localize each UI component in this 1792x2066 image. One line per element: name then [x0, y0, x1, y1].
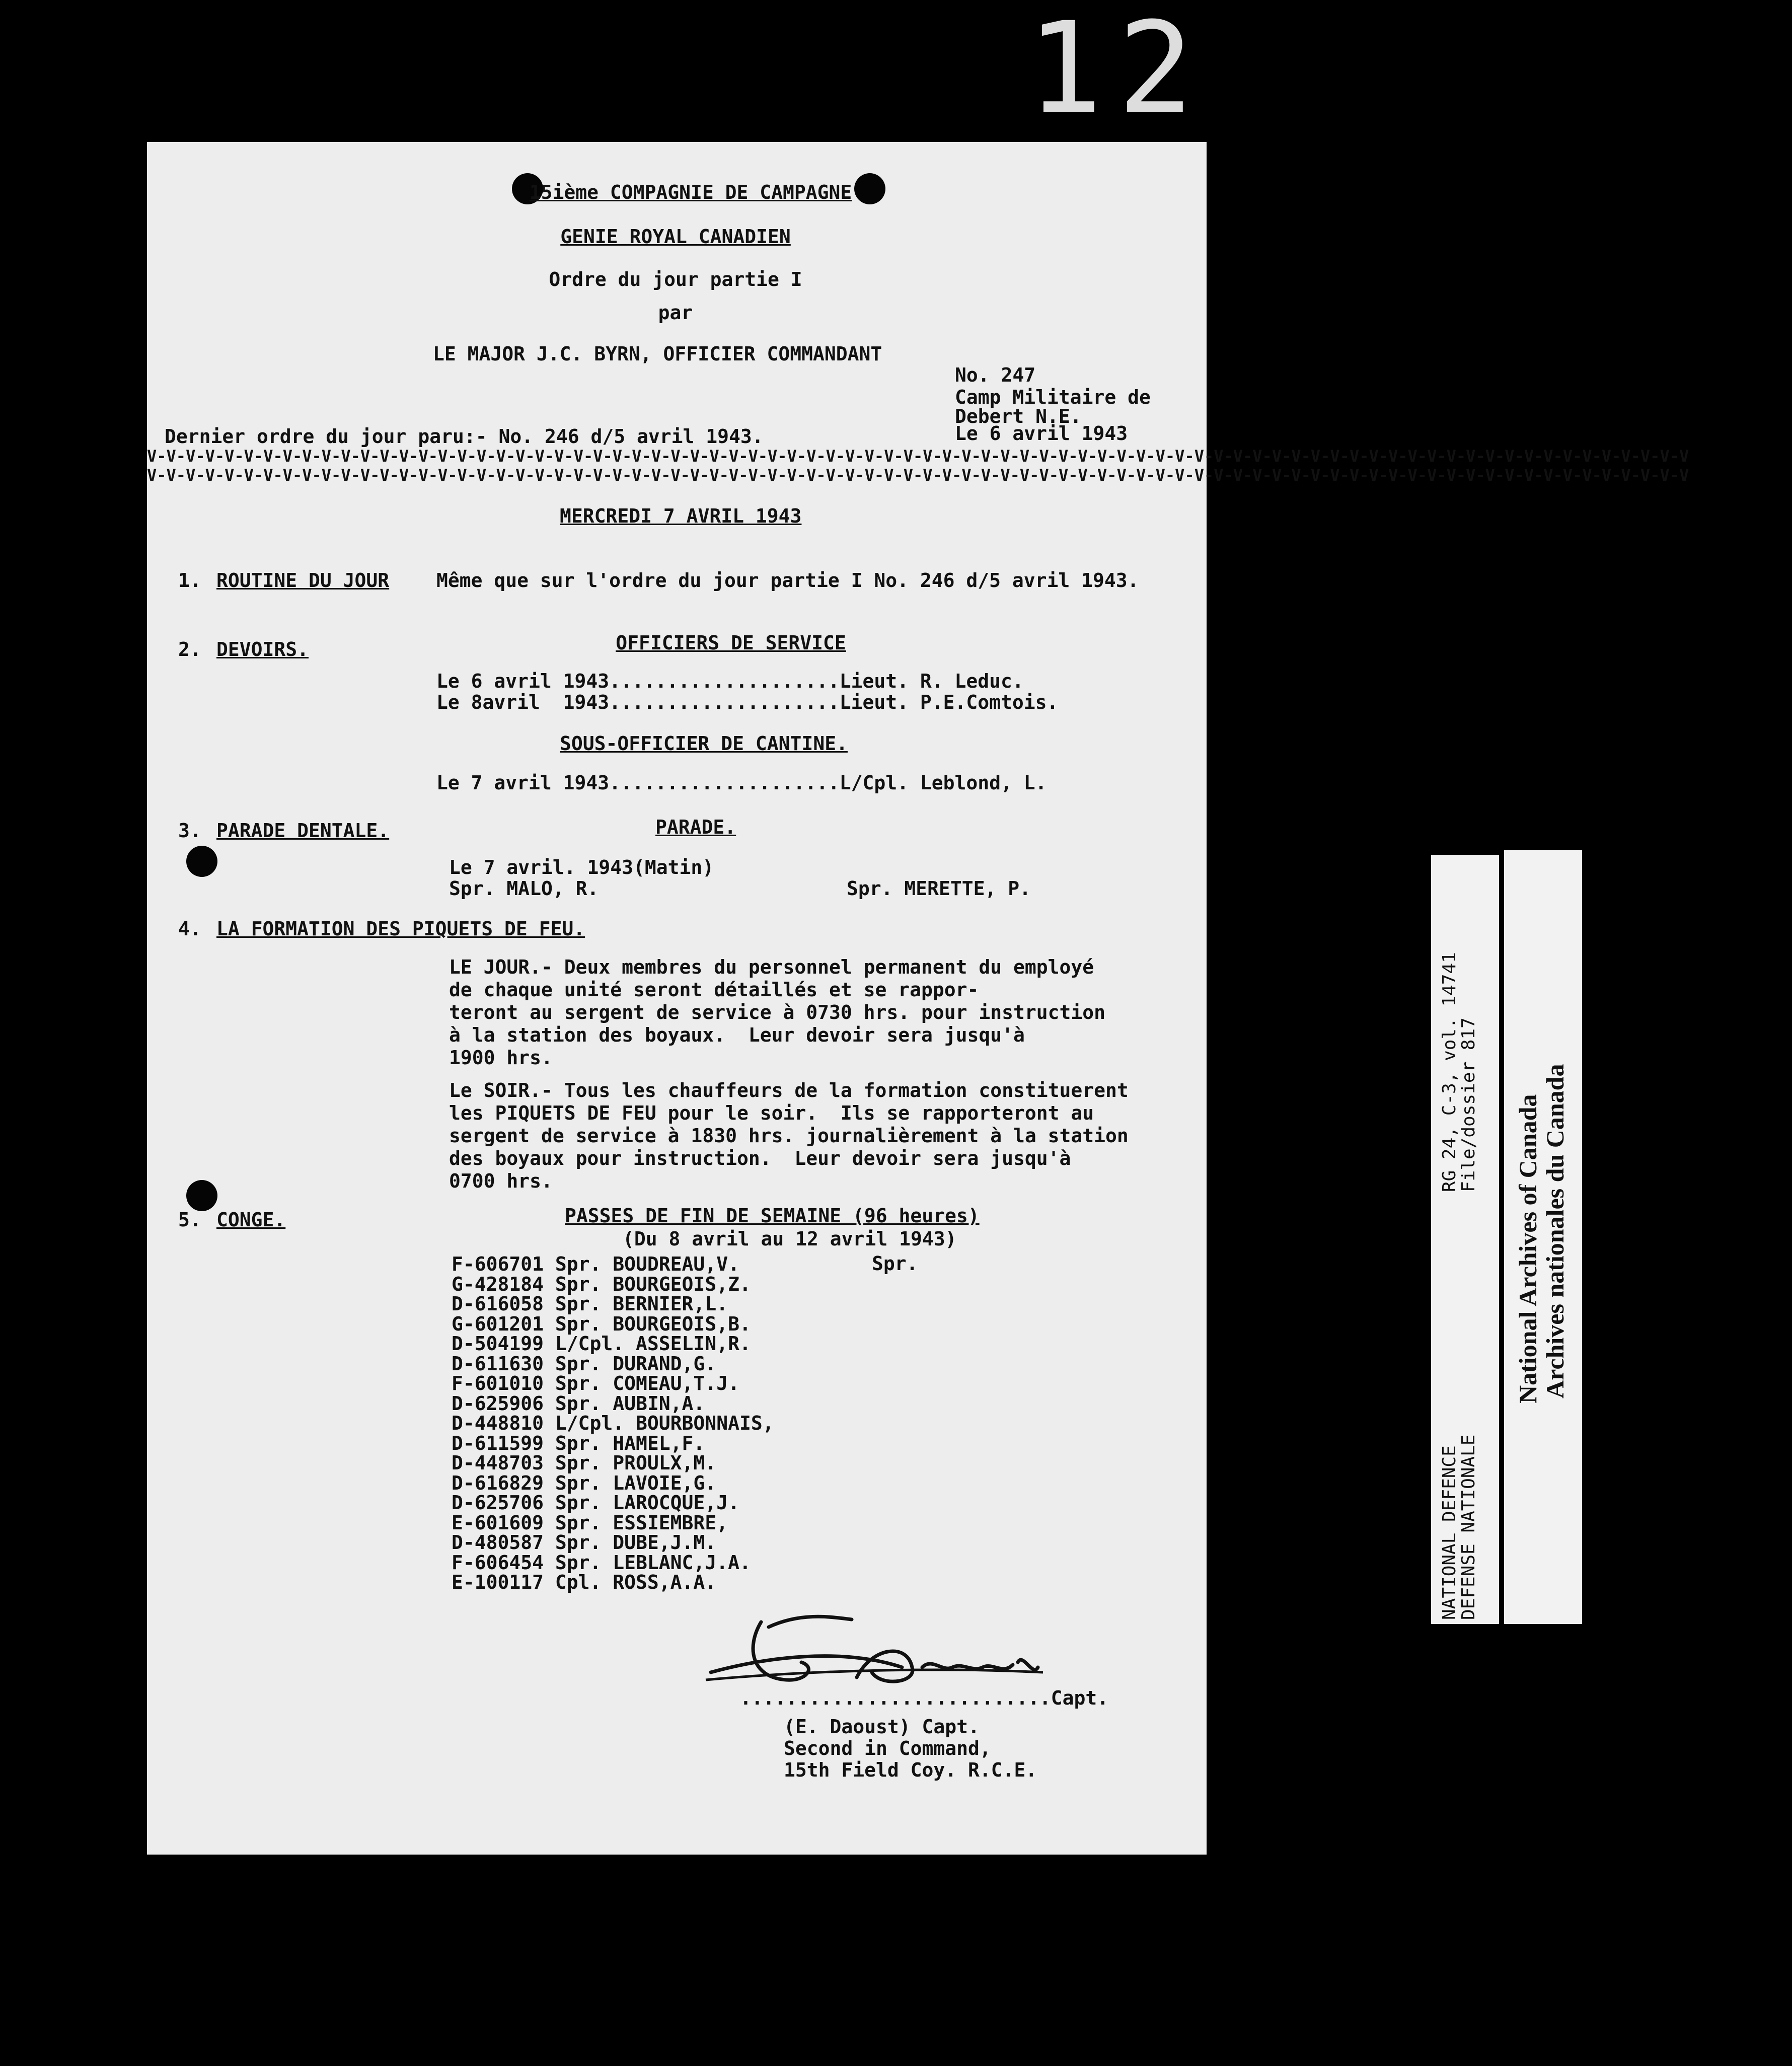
stamp-text: National Archives of Canada — [1514, 1094, 1542, 1404]
punch-hole — [186, 1180, 217, 1211]
parade-title: PARADE. — [655, 816, 736, 838]
jour-paragraph: LE JOUR.- Deux membres du personnel permanent du employé de chaque unité seront détaillés et se rappor- teront au sergent de service à 0730 hrs. pour instruction à la station des boyaux. Leur devoir sera jusqu'à 1900 hrs. — [449, 956, 1106, 1069]
item-number: 4. — [178, 918, 201, 940]
signer-unit: 15th Field Coy. R.C.E. — [784, 1759, 1037, 1781]
pass-entry: D-448703 Spr. PROULX,M. — [452, 1452, 717, 1474]
feu-label: LA FORMATION DES PIQUETS DE FEU. — [216, 918, 585, 940]
pass-entry: D-611599 Spr. HAMEL,F. — [452, 1432, 705, 1454]
archive-stamp-left — [1431, 855, 1499, 1624]
signer-name: (E. Daoust) Capt. — [784, 1716, 980, 1738]
devoirs-label: DEVOIRS. — [216, 638, 309, 660]
pass-entry: D-480587 Spr. DUBE,J.M. — [452, 1531, 717, 1554]
item-number: 5. — [178, 1209, 201, 1231]
pass-entry: G-601201 Spr. BOURGEOIS,B. — [452, 1312, 751, 1335]
officer-entry: Le 6 avril 1943....................Lieut. R. Leduc. — [436, 670, 1024, 692]
pass-entry: D-625706 Spr. LAROCQUE,J. — [452, 1492, 739, 1514]
officiers-title: OFFICIERS DE SERVICE — [616, 632, 846, 654]
routine-text: Même que sur l'ordre du jour partie I No. 246 d/5 avril 1943. — [436, 569, 1139, 592]
commander-line: LE MAJOR J.C. BYRN, OFFICIER COMMANDANT — [433, 343, 882, 365]
separator-line: V-V-V-V-V-V-V-V-V-V-V-V-V-V-V-V-V-V-V-V-V-V-V-V-V-V-V-V-V-V-V-V-V-V-V-V-V-V-V-V-V-V-V-V-V-V-V-V-V-V-V-V-V-V-V-V-V-V-V-V-V-V-V-V-V-V-V-V-V-V-V-V-V-V-V-V-V-V-V-V — [147, 466, 1689, 485]
passes-subtitle: (Du 8 avril au 12 avril 1943) — [623, 1228, 957, 1250]
cantine-title: SOUS-OFFICIER DE CANTINE. — [560, 732, 848, 755]
passes-list — [452, 1255, 774, 1593]
last-order-line: Dernier ordre du jour paru:- No. 246 d/5 avril 1943. — [165, 425, 764, 448]
pass-entry: D-448810 L/Cpl. BOURBONNAIS, — [452, 1412, 774, 1434]
signature-dots: ...........................Capt. — [740, 1687, 1109, 1709]
day-title: MERCREDI 7 AVRIL 1943 — [560, 505, 802, 527]
stamp-text: NATIONAL DEFENCE — [1439, 1445, 1460, 1620]
company-heading: 15ième COMPAGNIE DE CAMPAGNE — [529, 181, 852, 203]
separator-line: V-V-V-V-V-V-V-V-V-V-V-V-V-V-V-V-V-V-V-V-V-V-V-V-V-V-V-V-V-V-V-V-V-V-V-V-V-V-V-V-V-V-V-V-V-V-V-V-V-V-V-V-V-V-V-V-V-V-V-V-V-V-V-V-V-V-V-V-V-V-V-V-V-V-V-V-V-V-V-V — [147, 447, 1689, 466]
pass-entry: D-625906 Spr. AUBIN,A. — [452, 1392, 705, 1415]
officer-entry: Le 8avril 1943....................Lieut. P.E.Comtois. — [436, 691, 1059, 713]
unit-heading: GENIE ROYAL CANADIEN — [560, 226, 791, 248]
parade-entry: Spr. MALO, R. — [449, 877, 599, 900]
camp-line-1: Camp Militaire de — [955, 386, 1151, 408]
camp-line-2: Debert N.E. — [955, 405, 1082, 427]
pass-entry: E-601609 Spr. ESSIEMBRE, — [452, 1511, 728, 1534]
dentale-label: PARADE DENTALE. — [216, 820, 390, 842]
pass-entry: D-616058 Spr. BERNIER,L. — [452, 1293, 728, 1315]
pass-entry: D-616829 Spr. LAVOIE,G. — [452, 1471, 717, 1494]
pass-entry: F-606701 Spr. BOUDREAU,V. — [452, 1253, 739, 1275]
routine-label: ROUTINE DU JOUR — [216, 569, 390, 592]
stamp-text: DEFENSE NATIONALE — [1458, 1434, 1479, 1620]
item-number: 1. — [178, 569, 201, 592]
punch-hole — [186, 846, 217, 877]
cantine-entry: Le 7 avril 1943....................L/Cpl. Leblond, L. — [436, 772, 1047, 794]
stamp-text: RG 24, C-3, vol. 14741 — [1439, 952, 1460, 1192]
pass-entry: F-601010 Spr. COMEAU,T.J. — [452, 1372, 739, 1394]
order-date: Le 6 avril 1943 — [955, 422, 1128, 445]
passes-extra: Spr. — [872, 1252, 918, 1275]
pass-entry: G-428184 Spr. BOURGEOIS,Z. — [452, 1273, 751, 1295]
passes-title: PASSES DE FIN DE SEMAINE (96 heures) — [565, 1205, 980, 1227]
conge-label: CONGE. — [216, 1209, 286, 1231]
item-number: 3. — [178, 820, 201, 842]
signer-role: Second in Command, — [784, 1737, 991, 1759]
frame-number: 12 — [1027, 0, 1209, 141]
stamp-text: File/dossier 817 — [1458, 1017, 1479, 1192]
pass-entry: D-504199 L/Cpl. ASSELIN,R. — [452, 1333, 751, 1355]
stamp-text: Archives nationales du Canada — [1541, 1064, 1569, 1398]
order-number: No. 247 — [955, 364, 1036, 386]
pass-entry: F-606454 Spr. LEBLANC,J.A. — [452, 1551, 751, 1574]
signature-image — [691, 1592, 1093, 1703]
item-number: 2. — [178, 638, 201, 660]
pass-entry: D-611630 Spr. DURAND,G. — [452, 1352, 717, 1375]
soir-paragraph: Le SOIR.- Tous les chauffeurs de la formation constituerent les PIQUETS DE FEU pour le soir. Ils se rapporteront au sergent de service à 1830 hrs. journalièrement à la station des boyaux pour instruction. Leur devoir sera jusqu'à 0700 hrs. — [449, 1079, 1129, 1192]
parade-entry: Spr. MERETTE, P. — [847, 877, 1031, 900]
pass-entry: E-100117 Cpl. ROSS,A.A. — [452, 1571, 717, 1593]
order-title: Ordre du jour partie I — [549, 268, 802, 290]
archive-stamp-right — [1504, 850, 1582, 1624]
order-by: par — [658, 302, 693, 324]
parade-date: Le 7 avril. 1943(Matin) — [449, 856, 714, 878]
